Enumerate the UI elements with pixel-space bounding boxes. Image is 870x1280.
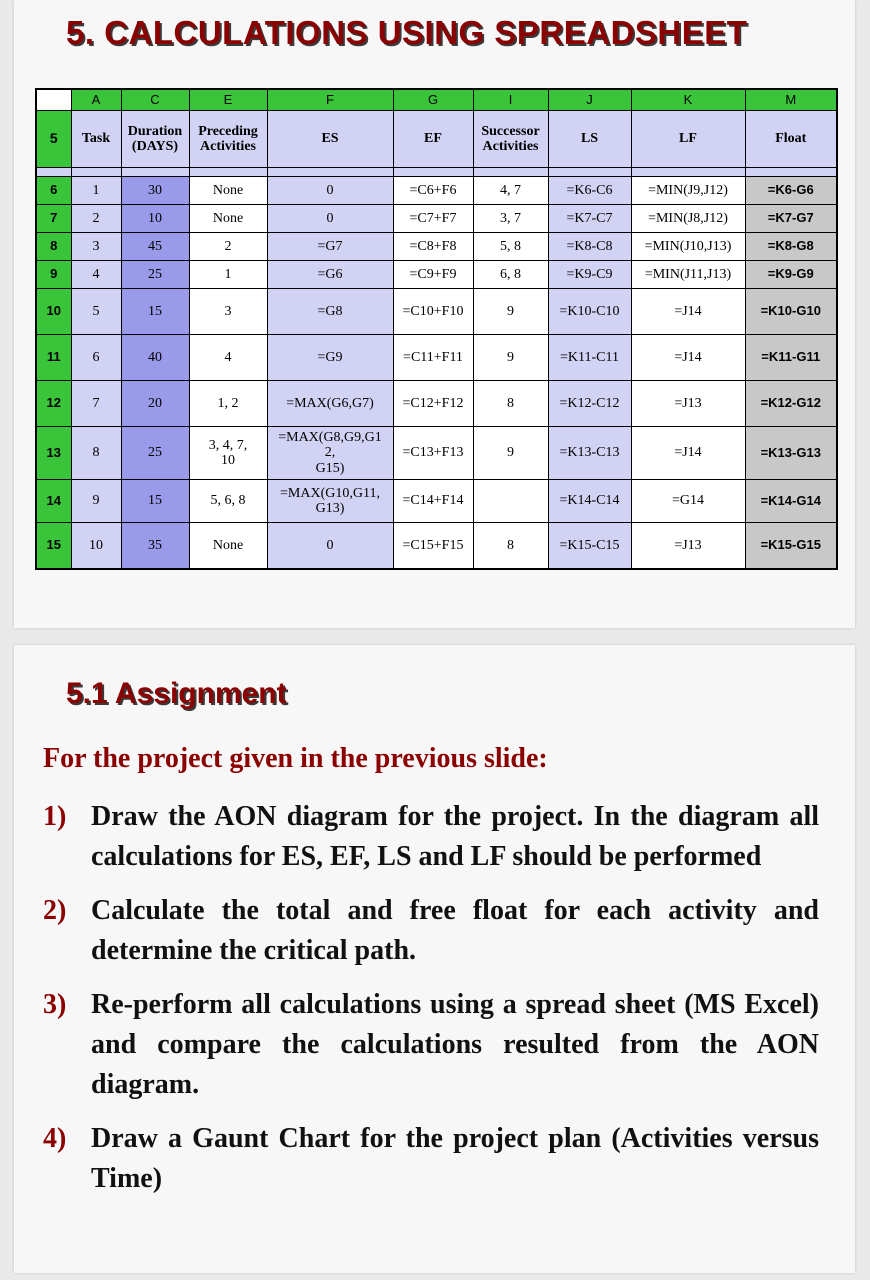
cell-ef[interactable]: =C9+F9 — [393, 261, 473, 289]
header-ls[interactable]: LS — [548, 111, 631, 168]
cell-float[interactable]: =K10-G10 — [745, 289, 837, 335]
spacer-cell — [473, 168, 548, 177]
cell-duration[interactable]: 15 — [121, 480, 189, 523]
cell-preceding[interactable]: None — [189, 177, 267, 205]
table-row — [36, 427, 837, 480]
cell-preceding[interactable]: 2 — [189, 233, 267, 261]
cell-ef[interactable]: =C8+F8 — [393, 233, 473, 261]
spacer-cell — [121, 168, 189, 177]
row-number[interactable]: 8 — [36, 233, 71, 261]
header-duration-line1: Duration — [127, 123, 183, 139]
cell-ls[interactable]: =K6-C6 — [548, 177, 631, 205]
cell-es-line1: =MAX(G10,G11, — [280, 485, 380, 501]
cell-preceding-line1: 3, 4, 7, — [208, 437, 248, 453]
corner-cell[interactable] — [36, 89, 71, 111]
row-number[interactable]: 12 — [36, 381, 71, 427]
cell-ls[interactable]: =K13-C13 — [548, 427, 631, 480]
cell-successor[interactable]: 6, 8 — [473, 261, 548, 289]
cell-es[interactable]: =MAX(G6,G7) — [267, 381, 393, 427]
header-preceding[interactable] — [189, 111, 267, 168]
cell-duration[interactable]: 25 — [121, 261, 189, 289]
cell-preceding[interactable]: 4 — [189, 335, 267, 381]
cell-es[interactable]: =G6 — [267, 261, 393, 289]
cell-successor[interactable]: 8 — [473, 381, 548, 427]
cell-ef[interactable]: =C10+F10 — [393, 289, 473, 335]
header-duration-line2: (DAYS) — [131, 139, 179, 154]
row-number[interactable]: 14 — [36, 480, 71, 523]
item-text: Re-perform all calculations using a spread sheet (MS Excel) and compare the calculations resulted from the AON diagram. — [91, 989, 819, 1100]
cell-preceding[interactable]: None — [189, 205, 267, 233]
cell-successor[interactable]: 9 — [473, 427, 548, 480]
cell-lf[interactable]: =J14 — [631, 427, 745, 480]
item-number: 3) — [43, 989, 67, 1020]
assignment-intro: For the project given in the previous slide: — [43, 743, 548, 774]
table-header-row — [36, 111, 837, 168]
cell-lf[interactable]: =MIN(J8,J12) — [631, 205, 745, 233]
cell-ef[interactable]: =C12+F12 — [393, 381, 473, 427]
header-successor[interactable] — [473, 111, 548, 168]
list-item — [43, 891, 819, 971]
spacer-cell — [189, 168, 267, 177]
cell-lf[interactable]: =J13 — [631, 523, 745, 570]
table-row — [36, 261, 837, 289]
header-lf[interactable]: LF — [631, 111, 745, 168]
cell-duration[interactable]: 35 — [121, 523, 189, 570]
table-row — [36, 381, 837, 427]
cell-es[interactable] — [267, 480, 393, 523]
spacer-cell — [393, 168, 473, 177]
spacer-cell — [631, 168, 745, 177]
slide-calculations — [14, 0, 855, 628]
cell-float[interactable]: =K6-G6 — [745, 177, 837, 205]
cell-preceding[interactable]: None — [189, 523, 267, 570]
column-header-g[interactable]: G — [393, 89, 473, 111]
cell-float[interactable]: =K9-G9 — [745, 261, 837, 289]
cell-preceding-line2: 10 — [221, 453, 235, 468]
cell-duration[interactable]: 15 — [121, 289, 189, 335]
cell-es[interactable]: 0 — [267, 177, 393, 205]
cell-successor[interactable]: 9 — [473, 335, 548, 381]
cell-es[interactable]: 0 — [267, 523, 393, 570]
cell-ls[interactable]: =K14-C14 — [548, 480, 631, 523]
cell-ef[interactable]: =C6+F6 — [393, 177, 473, 205]
cell-preceding[interactable]: 3 — [189, 289, 267, 335]
cell-ls[interactable]: =K8-C8 — [548, 233, 631, 261]
cell-successor[interactable]: 3, 7 — [473, 205, 548, 233]
column-header-j[interactable]: J — [548, 89, 631, 111]
cell-preceding[interactable]: 1, 2 — [189, 381, 267, 427]
spacer-cell — [548, 168, 631, 177]
cell-ls[interactable]: =K11-C11 — [548, 335, 631, 381]
cell-es[interactable]: =G8 — [267, 289, 393, 335]
cell-successor[interactable]: 9 — [473, 289, 548, 335]
cell-float[interactable]: =K11-G11 — [745, 335, 837, 381]
table-row — [36, 205, 837, 233]
assignment-title: 5.1 Assignment — [66, 677, 287, 710]
cell-successor[interactable]: 4, 7 — [473, 177, 548, 205]
header-successor-line1: Successor — [481, 123, 540, 139]
section-title: 5. CALCULATIONS USING SPREADSHEET — [66, 14, 748, 51]
column-header-c[interactable]: C — [121, 89, 189, 111]
cell-float[interactable]: =K12-G12 — [745, 381, 837, 427]
table-row — [36, 177, 837, 205]
cell-ls[interactable]: =K9-C9 — [548, 261, 631, 289]
row-number[interactable]: 11 — [36, 335, 71, 381]
column-header-f[interactable]: F — [267, 89, 393, 111]
spacer-cell — [36, 168, 71, 177]
row-number[interactable]: 6 — [36, 177, 71, 205]
spacer-row — [36, 168, 837, 177]
table-row — [36, 289, 837, 335]
cell-ef[interactable]: =C15+F15 — [393, 523, 473, 570]
list-item — [43, 985, 819, 1105]
cell-es[interactable]: =G9 — [267, 335, 393, 381]
cell-es-line1: =MAX(G8,G9,G1 — [278, 429, 382, 445]
cell-es[interactable]: =G7 — [267, 233, 393, 261]
header-successor-line2: Activities — [482, 139, 539, 154]
cell-es-line2: G13) — [315, 501, 345, 516]
column-letters-row — [36, 89, 837, 111]
cell-duration[interactable]: 25 — [121, 427, 189, 480]
cell-float[interactable]: =K7-G7 — [745, 205, 837, 233]
cell-lf[interactable]: =J13 — [631, 381, 745, 427]
cell-ef[interactable]: =C7+F7 — [393, 205, 473, 233]
cell-float[interactable]: =K8-G8 — [745, 233, 837, 261]
row-number[interactable]: 13 — [36, 427, 71, 480]
column-header-m[interactable]: M — [745, 89, 837, 111]
cell-successor[interactable] — [473, 480, 548, 523]
cell-lf[interactable]: =J14 — [631, 335, 745, 381]
cell-duration[interactable]: 45 — [121, 233, 189, 261]
header-duration[interactable] — [121, 111, 189, 168]
cell-es[interactable]: 0 — [267, 205, 393, 233]
cell-task[interactable]: 8 — [71, 427, 121, 480]
item-number: 1) — [43, 801, 67, 832]
cell-ls[interactable]: =K15-C15 — [548, 523, 631, 570]
cell-duration[interactable]: 30 — [121, 177, 189, 205]
cell-ef[interactable]: =C11+F11 — [393, 335, 473, 381]
table-row — [36, 335, 837, 381]
item-text: Calculate the total and free float for each activity and determine the critical path. — [91, 895, 819, 966]
cell-es-line3: G15) — [315, 460, 345, 476]
cell-duration[interactable]: 40 — [121, 335, 189, 381]
cell-preceding[interactable]: 1 — [189, 261, 267, 289]
slide-assignment — [14, 645, 855, 1273]
row-number[interactable]: 15 — [36, 523, 71, 570]
cell-lf[interactable]: =MIN(J9,J12) — [631, 177, 745, 205]
spacer-cell — [71, 168, 121, 177]
header-float[interactable]: Float — [745, 111, 837, 168]
cell-es-line2: 2, — [324, 445, 336, 461]
cell-task[interactable]: 5 — [71, 289, 121, 335]
cell-float[interactable]: =K15-G15 — [745, 523, 837, 570]
cell-ls[interactable]: =K12-C12 — [548, 381, 631, 427]
header-es[interactable]: ES — [267, 111, 393, 168]
list-item — [43, 1119, 819, 1199]
cell-lf[interactable]: =MIN(J11,J13) — [631, 261, 745, 289]
cell-preceding[interactable]: 5, 6, 8 — [189, 480, 267, 523]
cell-lf[interactable]: =G14 — [631, 480, 745, 523]
column-header-e[interactable]: E — [189, 89, 267, 111]
cell-task[interactable]: 9 — [71, 480, 121, 523]
cell-task[interactable]: 4 — [71, 261, 121, 289]
item-number: 4) — [43, 1123, 67, 1154]
table-row — [36, 480, 837, 523]
cell-ef[interactable]: =C14+F14 — [393, 480, 473, 523]
cell-task[interactable]: 6 — [71, 335, 121, 381]
spacer-cell — [745, 168, 837, 177]
row-number[interactable]: 9 — [36, 261, 71, 289]
item-number: 2) — [43, 895, 67, 926]
assignment-list — [43, 797, 819, 1213]
row-number[interactable]: 7 — [36, 205, 71, 233]
row-number[interactable]: 5 — [36, 111, 71, 168]
header-task[interactable]: Task — [71, 111, 121, 168]
cell-task[interactable]: 1 — [71, 177, 121, 205]
cell-task[interactable]: 10 — [71, 523, 121, 570]
cell-successor[interactable]: 5, 8 — [473, 233, 548, 261]
column-header-k[interactable]: K — [631, 89, 745, 111]
cell-lf[interactable]: =MIN(J10,J13) — [631, 233, 745, 261]
item-text: Draw the AON diagram for the project. In the diagram all calculations for ES, EF, LS and LF should be performed — [91, 801, 819, 872]
cell-duration[interactable]: 10 — [121, 205, 189, 233]
table-row — [36, 233, 837, 261]
cell-task[interactable]: 3 — [71, 233, 121, 261]
cell-ls[interactable]: =K7-C7 — [548, 205, 631, 233]
cell-lf[interactable]: =J14 — [631, 289, 745, 335]
cell-task[interactable]: 7 — [71, 381, 121, 427]
list-item — [43, 797, 819, 877]
cell-float[interactable]: =K13-G13 — [745, 427, 837, 480]
table-row — [36, 523, 837, 570]
cell-ls[interactable]: =K10-C10 — [548, 289, 631, 335]
header-preceding-line1: Preceding — [198, 123, 258, 139]
cell-float[interactable]: =K14-G14 — [745, 480, 837, 523]
cell-duration[interactable]: 20 — [121, 381, 189, 427]
cell-task[interactable]: 2 — [71, 205, 121, 233]
spacer-cell — [267, 168, 393, 177]
row-number[interactable]: 10 — [36, 289, 71, 335]
cell-ef[interactable]: =C13+F13 — [393, 427, 473, 480]
header-ef[interactable]: EF — [393, 111, 473, 168]
cell-successor[interactable]: 8 — [473, 523, 548, 570]
spreadsheet-table — [35, 88, 838, 570]
cell-es[interactable] — [267, 427, 393, 480]
column-header-a[interactable]: A — [71, 89, 121, 111]
header-preceding-line2: Activities — [200, 139, 256, 154]
column-header-i[interactable]: I — [473, 89, 548, 111]
cell-preceding[interactable] — [189, 427, 267, 480]
item-text: Draw a Gaunt Chart for the project plan (Activities versus Time) — [91, 1123, 819, 1194]
